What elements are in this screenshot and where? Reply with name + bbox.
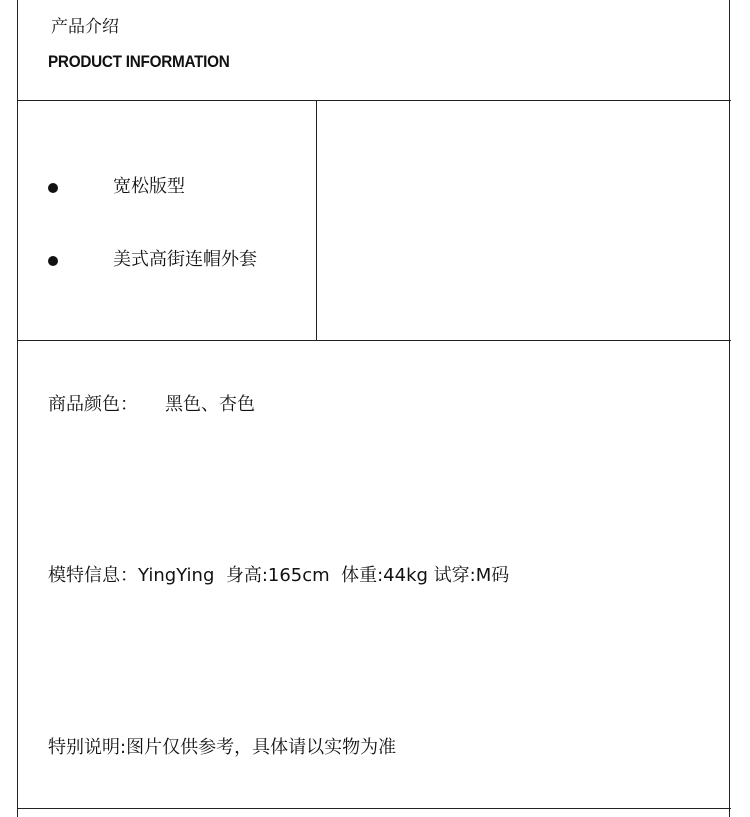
column-divider <box>316 100 317 341</box>
color-value: 黑色、杏色 <box>165 394 255 415</box>
special-note: 特别说明:图片仅供参考，具体请以实物为准 <box>48 737 397 758</box>
section-divider <box>17 808 731 809</box>
feature-text: 宽松版型 <box>113 176 185 197</box>
bullet-icon <box>48 256 58 266</box>
section-divider <box>17 340 731 341</box>
color-label: 商品颜色： <box>48 394 138 415</box>
color-row <box>48 393 255 417</box>
bullet-icon <box>48 183 58 193</box>
feature-text: 美式高街连帽外套 <box>113 249 257 270</box>
section-divider <box>17 100 731 101</box>
model-info: 模特信息：YingYing 身高:165cm 体重:44kg 试穿:M码 <box>48 565 510 586</box>
section-title-en: PRODUCT INFORMATION <box>48 52 230 71</box>
section-title-cn: 产品介绍 <box>51 17 119 37</box>
